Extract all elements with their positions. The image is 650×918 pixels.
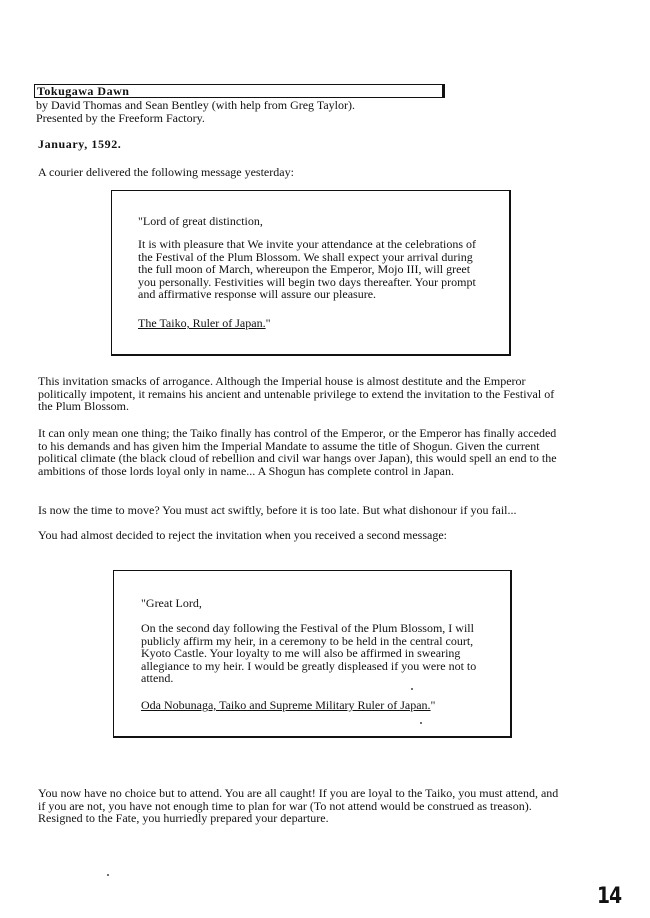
scan-speck: [420, 722, 422, 724]
message2-signature-line: [141, 699, 499, 712]
scan-speck: [411, 688, 413, 690]
scan-speck: [107, 874, 109, 876]
paragraph-1: This invitation smacks of arrogance. Although the Imperial house is almost destitute and the Emperor politically impotent, it remains his ancient and untenable privilege to extend the invitation to the Festival of the Plum Blossom.: [38, 374, 555, 413]
message2-signature-close: ": [430, 698, 436, 712]
message2-body: On the second day following the Festival of the Plum Blossom, I will publicly affirm my heir, in a ceremony to be held in the central court, Kyoto Castle. Your loyalty to me will also be affirmed in swearing allegiance to my heir. I would be greatly displeased if you were not to attend.: [141, 621, 477, 685]
credits-authors: by David Thomas and Sean Bentley (with help from Greg Taylor).: [36, 98, 355, 112]
message1-signature: The Taiko, Ruler of Japan.: [138, 316, 266, 330]
message1-body: It is with pleasure that We invite your attendance at the celebrations of the Festival of the Plum Blossom. We shall expect your arrival during the full moon of March, whereupon the Emperor, Mojo III, will greet you personally. Festivities will begin two days thereafter. Your prompt and affirmative response will assure our pleasure.: [138, 237, 477, 301]
message-box-1: [111, 190, 511, 356]
credits-presenter: Presented by the Freeform Factory.: [36, 111, 205, 125]
credits: [36, 99, 456, 125]
message1-salutation: "Lord of great distinction,: [138, 214, 263, 228]
intro-paragraph: A courier delivered the following message yesterday:: [38, 165, 294, 179]
message-box-2: [113, 570, 512, 738]
closing-paragraph: You now have no choice but to attend. You are all caught! If you are loyal to the Taiko, you must attend, and if you are not, you have not enough time to plan for war (To not attend would be construed as treason). Resigned to the Fate, you hurriedly prepared your departure.: [38, 786, 559, 825]
document-title: Tokugawa Dawn: [34, 84, 445, 98]
paragraph-4: You had almost decided to reject the invitation when you received a second message:: [38, 528, 447, 542]
date-heading: January, 1592.: [38, 137, 122, 151]
message2-signature: Oda Nobunaga, Taiko and Supreme Military Ruler of Japan.: [141, 698, 431, 712]
message1-signature-line: [138, 317, 488, 330]
paragraph-2: It can only mean one thing; the Taiko finally has control of the Emperor, or the Emperor has finally acceded to his demands and has given him the Imperial Mandate to assume the title of Shogun. Given the current political climate (the black cloud of rebellion and civil war hangs over Japan), this would spell an end to the ambitions of those lords loyal only in name... A Shogun has complete control in Japan.: [38, 426, 557, 478]
message2-salutation: "Great Lord,: [141, 596, 202, 610]
message1-signature-close: ": [265, 316, 271, 330]
paragraph-3: Is now the time to move? You must act swiftly, before it is too late. But what dishonour if you fail...: [38, 503, 517, 517]
page-number: 14: [597, 884, 622, 909]
